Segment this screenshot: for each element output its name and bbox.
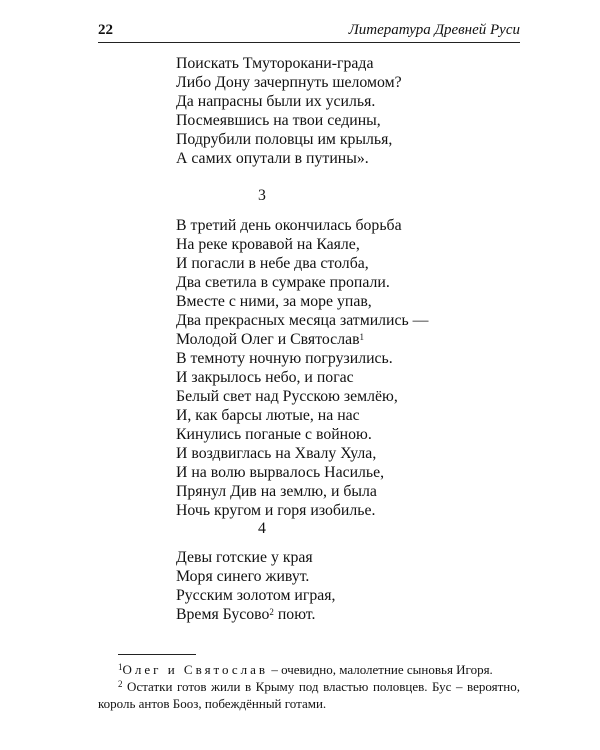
poem-line: Два прекрасных месяца затмились — [176,312,429,329]
footnote-2 [98,678,520,712]
poem-line: И, как барсы лютые, на нас [176,407,360,424]
poem-line: И воздвиглась на Хвалу Хула, [176,445,377,462]
poem-line: Прянул Див на землю, и была [176,483,377,500]
footnote-mark: 2 [118,679,123,689]
page-number: 22 [98,22,113,38]
footnote-1 [98,661,520,678]
poem-line [176,330,428,349]
poem-line: Подрубили половцы им крылья, [176,131,393,148]
poem-line: Посмеявшись на твои седины, [176,112,381,129]
poem-line: Поискать Тмуторокани-града [176,55,374,72]
section-number-4: 4 [258,520,266,537]
poem-line: Моря синего живут. [176,568,310,585]
poem-line: Кинулись поганые с войною. [176,426,372,443]
poem-line: В темноту ночную погрузились. [176,350,393,367]
stanza-4 [176,548,336,624]
footnote-text: Остатки готов жили в Крыму под властью половцев. Бус – вероятно, король антов Бооз, побеждённый готами. [98,679,520,711]
poem-line: Белый свет над Русскою землёю, [176,388,398,405]
poem-line: Русским золотом играя, [176,587,336,604]
poem-line: Девы готские у края [176,549,313,566]
poem-line: Вместе с ними, за море упав, [176,293,372,310]
poem-line: А самих опутали в путины». [176,150,369,167]
page-header [98,20,520,43]
poem-line: В третий день окончилась борьба [176,217,402,234]
poem-line: И погасли в небе два столба, [176,255,369,272]
footnote-ref-2: 2 [269,607,274,617]
poem-line [176,605,336,624]
footnote-term: Олег и Святослав [122,662,269,677]
poem-line-text: поют. [273,606,316,623]
poem-line: И на волю вырвалось Насилье, [176,464,385,481]
footnote-ref-1: 1 [359,332,365,342]
stanza-continued [176,54,402,168]
footnote-divider [118,654,196,655]
section-number-3: 3 [258,187,266,204]
running-title: Литература Древней Руси [348,22,520,38]
stanza-3 [176,216,428,520]
poem-line: На реке кровавой на Каяле, [176,236,360,253]
footnote-mark: 1 [118,662,123,672]
poem-line: Да напрасны были их усилья. [176,93,376,110]
poem-line-text: Молодой Олег и Святослав [176,331,360,348]
footnote-text: – очевидно, малолетние сыновья Игоря. [268,662,493,677]
poem-line-text: Время Бусово [176,606,270,623]
poem-line: И закрылось небо, и погас [176,369,354,386]
poem-line: Ночь кругом и горя изобилье. [176,502,376,519]
poem-line: Два светила в сумраке пропали. [176,274,390,291]
poem-line: Либо Дону зачерпнуть шеломом? [176,74,402,91]
footnotes [98,661,520,712]
